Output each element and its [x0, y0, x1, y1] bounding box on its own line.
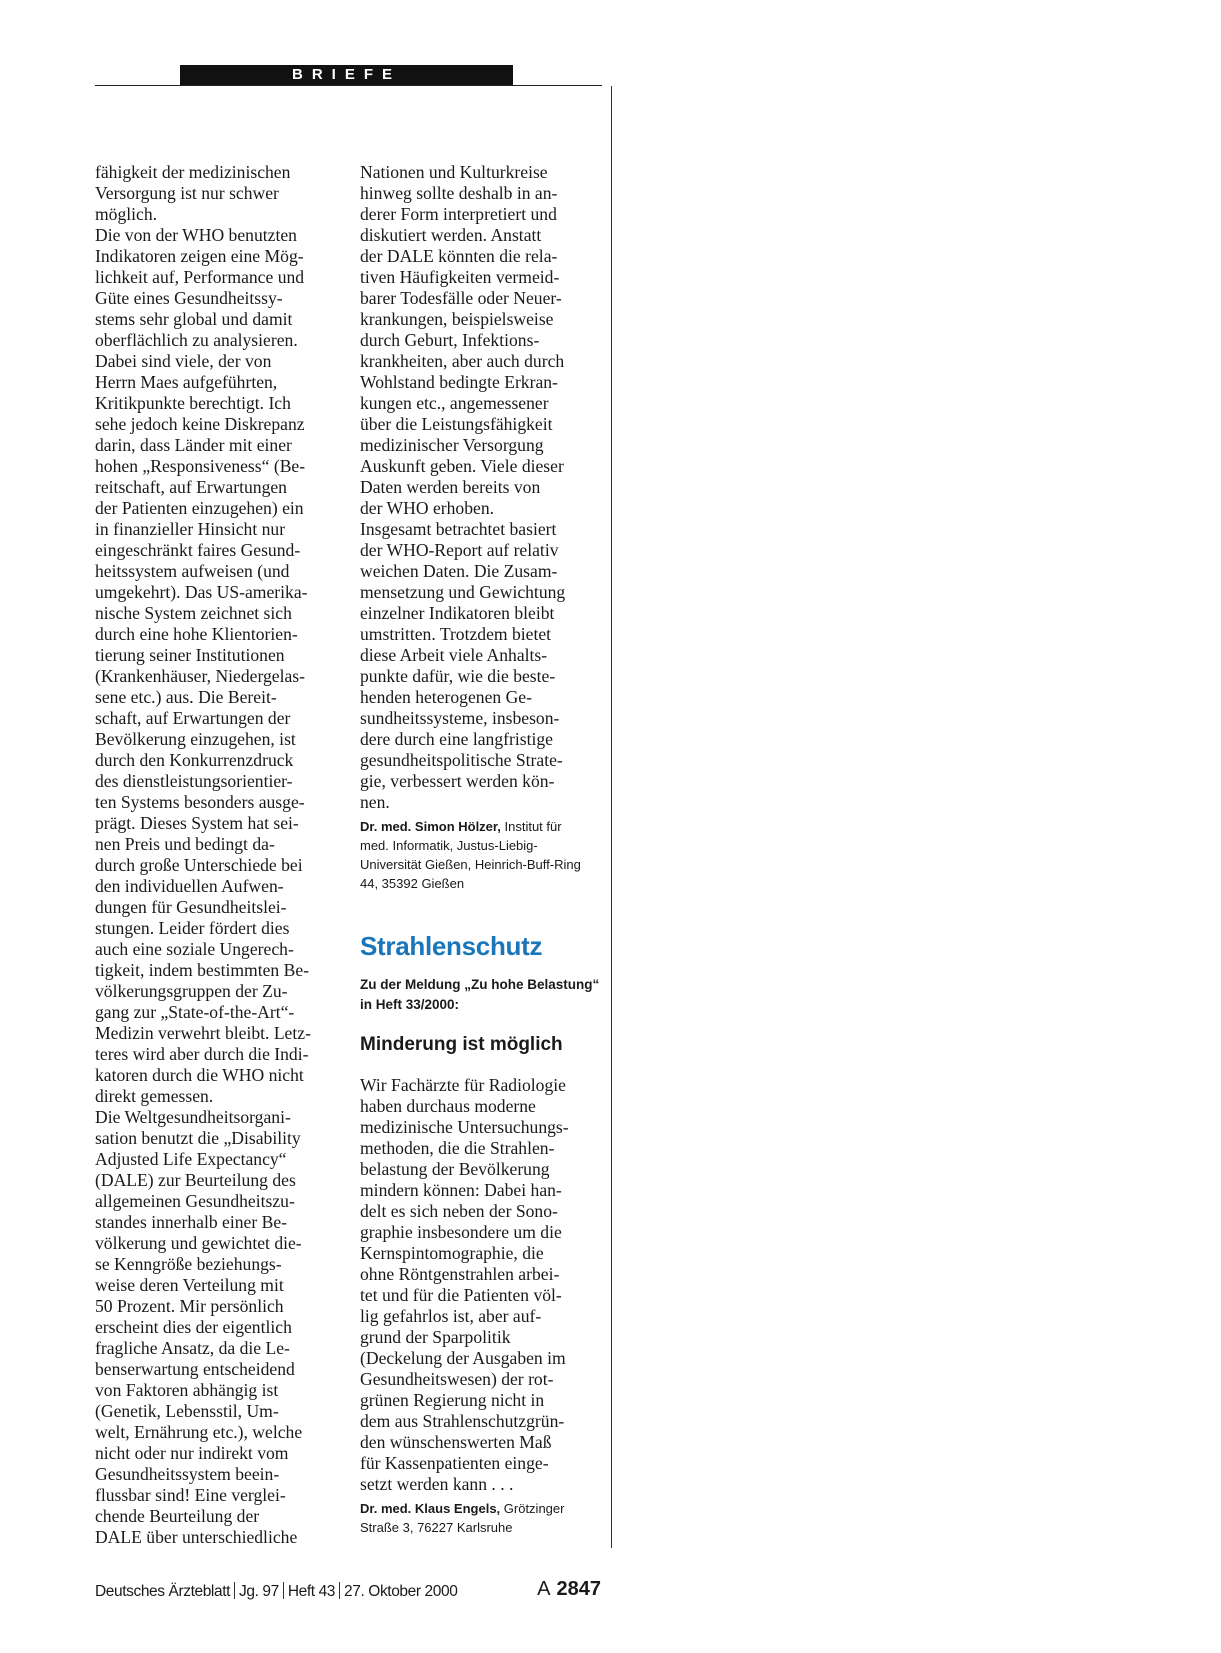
column-divider [611, 86, 612, 1548]
text-line: Nationen und Kulturkreise [360, 162, 548, 182]
text-line: der DALE könnten die rela- [360, 246, 558, 266]
text-line: benserwartung entscheidend [95, 1359, 295, 1379]
reference-line: in Heft 33/2000: [360, 997, 460, 1012]
text-line: Wir Fachärzte für Radiologie [360, 1075, 566, 1095]
text-line: tiven Häufigkeiten vermeid- [360, 267, 560, 287]
text-line: der WHO-Report auf relativ [360, 540, 559, 560]
text-line: grund der Sparpolitik [360, 1327, 511, 1347]
signature-line: Straße 3, 76227 Karlsruhe [360, 1520, 513, 1535]
signature-line: Grötzinger [500, 1501, 565, 1516]
text-line: tet und für die Patienten völ- [360, 1285, 562, 1305]
text-line: Indikatoren zeigen eine Mög- [95, 246, 304, 266]
footer-citation [95, 1582, 457, 1601]
text-line: von Faktoren abhängig ist [95, 1380, 279, 1400]
right-column-text [360, 162, 600, 813]
text-line: kungen etc., angemessener [360, 393, 549, 413]
text-line: ten Systems besonders ausge- [95, 792, 305, 812]
text-line: setzt werden kann . . . [360, 1474, 514, 1494]
text-line: henden heterogenen Ge- [360, 687, 532, 707]
text-line: nicht oder nur indirekt vom [95, 1443, 289, 1463]
text-line: Kritikpunkte berechtigt. Ich [95, 393, 291, 413]
text-line: Güte eines Gesundheitssy- [95, 288, 283, 308]
text-line: prägt. Dieses System hat sei- [95, 813, 299, 833]
right-column [360, 162, 600, 1537]
text-line: der WHO erhoben. [360, 498, 495, 518]
text-line: Dabei sind viele, der von [95, 351, 272, 371]
text-line: punkte dafür, wie die beste- [360, 666, 556, 686]
text-line: chende Beurteilung der [95, 1506, 260, 1526]
text-line: dungen für Gesundheitslei- [95, 897, 287, 917]
text-line: Herrn Maes aufgeführten, [95, 372, 278, 392]
text-line: völkerung und gewichtet die- [95, 1233, 302, 1253]
signature-engels [360, 1499, 600, 1537]
text-line: hohen „Responsiveness“ (Be- [95, 456, 306, 476]
text-line: diskutiert werden. Anstatt [360, 225, 542, 245]
text-line: Auskunft geben. Viele dieser [360, 456, 564, 476]
text-line: weise deren Verteilung mit [95, 1275, 284, 1295]
text-line: lig gefahrlos ist, aber auf- [360, 1306, 542, 1326]
text-line: Versorgung ist nur schwer [95, 183, 279, 203]
text-line: diese Arbeit viele Anhalts- [360, 645, 548, 665]
text-line: Daten werden bereits von [360, 477, 541, 497]
text-line: stems sehr global und damit [95, 309, 293, 329]
text-line: heitssystem aufweisen (und [95, 561, 290, 581]
text-line: DALE über unterschiedliche [95, 1527, 298, 1547]
text-line: Medizin verwehrt bleibt. Letz- [95, 1023, 311, 1043]
signature-line: 44, 35392 Gießen [360, 876, 465, 891]
text-line: derer Form interpretiert und [360, 204, 557, 224]
text-line: tigkeit, indem bestimmten Be- [95, 960, 310, 980]
text-line: eingeschränkt faires Gesund- [95, 540, 301, 560]
page-footer [95, 1578, 601, 1606]
text-line: mindern können: Dabei han- [360, 1180, 562, 1200]
signature-name: Dr. med. Klaus Engels, [360, 1501, 501, 1516]
text-line: (Krankenhäuser, Niedergelas- [95, 666, 305, 686]
text-line: für Kassenpatienten einge- [360, 1453, 549, 1473]
footer-separator [339, 1582, 340, 1599]
text-line: krankungen, beispielsweise [360, 309, 554, 329]
signature-line: med. Informatik, Justus-Liebig- [360, 838, 538, 853]
text-line: Adjusted Life Expectancy“ [95, 1149, 287, 1169]
footer-separator [283, 1582, 284, 1599]
text-line: welt, Ernährung etc.), welche [95, 1422, 303, 1442]
text-line: allgemeinen Gesundheitszu- [95, 1191, 295, 1211]
page-number [537, 1578, 601, 1601]
text-line: Gesundheitssystem beein- [95, 1464, 280, 1484]
text-line: medizinischer Versorgung [360, 435, 544, 455]
page-prefix: A [537, 1578, 551, 1600]
left-column [95, 162, 333, 1548]
text-line: darin, dass Länder mit einer [95, 435, 292, 455]
text-line: (Deckelung der Ausgaben im [360, 1348, 566, 1368]
article-text [360, 1075, 600, 1495]
text-line: standes innerhalb einer Be- [95, 1212, 287, 1232]
text-line: grünen Regierung nicht in [360, 1390, 545, 1410]
text-line: (Genetik, Lebensstil, Um- [95, 1401, 279, 1421]
text-line: dere durch eine langfristige [360, 729, 553, 749]
text-line: Kernspintomographie, die [360, 1243, 544, 1263]
footer-separator [234, 1582, 235, 1599]
text-line: möglich. [95, 204, 158, 224]
text-line: barer Todesfälle oder Neuer- [360, 288, 562, 308]
text-line: Die von der WHO benutzten [95, 225, 297, 245]
text-line: sundheitssysteme, insbeson- [360, 708, 560, 728]
text-line: direkt gemessen. [95, 1086, 214, 1106]
text-line: delt es sich neben der Sono- [360, 1201, 558, 1221]
text-line: ohne Röntgenstrahlen arbei- [360, 1264, 560, 1284]
text-line: 50 Prozent. Mir persönlich [95, 1296, 284, 1316]
text-line: sehe jedoch keine Diskrepanz [95, 414, 305, 434]
text-line: teres wird aber durch die Indi- [95, 1044, 309, 1064]
text-line: oberflächlich zu analysieren. [95, 330, 298, 350]
text-line: den individuellen Aufwen- [95, 876, 284, 896]
text-line: krankheiten, aber auch durch [360, 351, 565, 371]
text-line: nen Preis und bedingt da- [95, 834, 275, 854]
text-line: über die Leistungsfähigkeit [360, 414, 553, 434]
text-line: völkerungsgruppen der Zu- [95, 981, 288, 1001]
text-line: fragliche Ansatz, da die Le- [95, 1338, 290, 1358]
text-line: durch eine hohe Klientorien- [95, 624, 298, 644]
text-line: graphie insbesondere um die [360, 1222, 562, 1242]
journal-volume: Jg. 97 [239, 1583, 279, 1600]
text-line: sene etc.) aus. Die Bereit- [95, 687, 277, 707]
text-line: fähigkeit der medizinischen [95, 162, 291, 182]
text-line: gie, verbessert werden kön- [360, 771, 555, 791]
text-line: mensetzung und Gewichtung [360, 582, 566, 602]
text-line: dem aus Strahlenschutzgrün- [360, 1411, 565, 1431]
text-line: schaft, auf Erwartungen der [95, 708, 291, 728]
text-line: den wünschenswerten Maß [360, 1432, 552, 1452]
text-line: hinweg sollte deshalb in an- [360, 183, 558, 203]
text-line: stungen. Leider fördert dies [95, 918, 290, 938]
text-line: gang zur „State-of-the-Art“- [95, 1002, 295, 1022]
text-line: Wohlstand bedingte Erkran- [360, 372, 558, 392]
text-line: medizinische Untersuchungs- [360, 1117, 569, 1137]
text-line: nen. [360, 792, 390, 812]
signature-line: Institut für [500, 819, 562, 834]
signature-name: Dr. med. Simon Hölzer, [360, 819, 501, 834]
text-line: durch den Konkurrenzdruck [95, 750, 294, 770]
text-line: haben durchaus moderne [360, 1096, 536, 1116]
text-line: lichkeit auf, Performance und [95, 267, 305, 287]
page-number-value: 2847 [556, 1578, 601, 1600]
text-line: se Kenngröße beziehungs- [95, 1254, 282, 1274]
text-line: durch Geburt, Infektions- [360, 330, 540, 350]
text-line: Gesundheitswesen) der rot- [360, 1369, 554, 1389]
text-line: in finanzieller Hinsicht nur [95, 519, 286, 539]
text-line: weichen Daten. Die Zusam- [360, 561, 558, 581]
text-line: Insgesamt betrachtet basiert [360, 519, 557, 539]
text-line: des dienstleistungsorientier- [95, 771, 293, 791]
text-line: umgekehrt). Das US-amerika- [95, 582, 308, 602]
article-reference [360, 975, 600, 1015]
header-rule [95, 85, 602, 86]
text-line: umstritten. Trotzdem bietet [360, 624, 552, 644]
journal-name: Deutsches Ärzteblatt [95, 1583, 231, 1600]
article-title: Strahlenschutz [360, 931, 543, 961]
journal-issue: Heft 43 [287, 1583, 336, 1600]
text-line: tierung seiner Institutionen [95, 645, 285, 665]
text-line: auch eine soziale Ungerech- [95, 939, 294, 959]
text-line: Bevölkerung einzugehen, ist [95, 729, 296, 749]
letter-title: Minderung ist möglich [360, 1034, 563, 1055]
text-line: (DALE) zur Beurteilung des [95, 1170, 296, 1190]
text-line: reitschaft, auf Erwartungen [95, 477, 287, 497]
journal-date: 27. Oktober 2000 [344, 1583, 458, 1600]
text-line: durch große Unterschiede bei [95, 855, 303, 875]
text-line: katoren durch die WHO nicht [95, 1065, 304, 1085]
text-line: einzelner Indikatoren bleibt [360, 603, 555, 623]
signature-line: Universität Gießen, Heinrich-Buff-Ring [360, 857, 581, 872]
section-banner: BRIEFE [180, 65, 513, 85]
text-line: belastung der Bevölkerung [360, 1159, 550, 1179]
text-line: methoden, die die Strahlen- [360, 1138, 555, 1158]
text-line: flussbar sind! Eine verglei- [95, 1485, 286, 1505]
text-line: gesundheitspolitische Strate- [360, 750, 563, 770]
text-line: Die Weltgesundheitsorgani- [95, 1107, 291, 1127]
text-line: der Patienten einzugehen) ein [95, 498, 304, 518]
reference-line: Zu der Meldung „Zu hohe Belastung“ [360, 977, 600, 992]
text-line: erscheint dies der eigentlich [95, 1317, 292, 1337]
text-line: sation benutzt die „Disability [95, 1128, 301, 1148]
text-line: nische System zeichnet sich [95, 603, 292, 623]
signature-hoelzer [360, 817, 600, 893]
